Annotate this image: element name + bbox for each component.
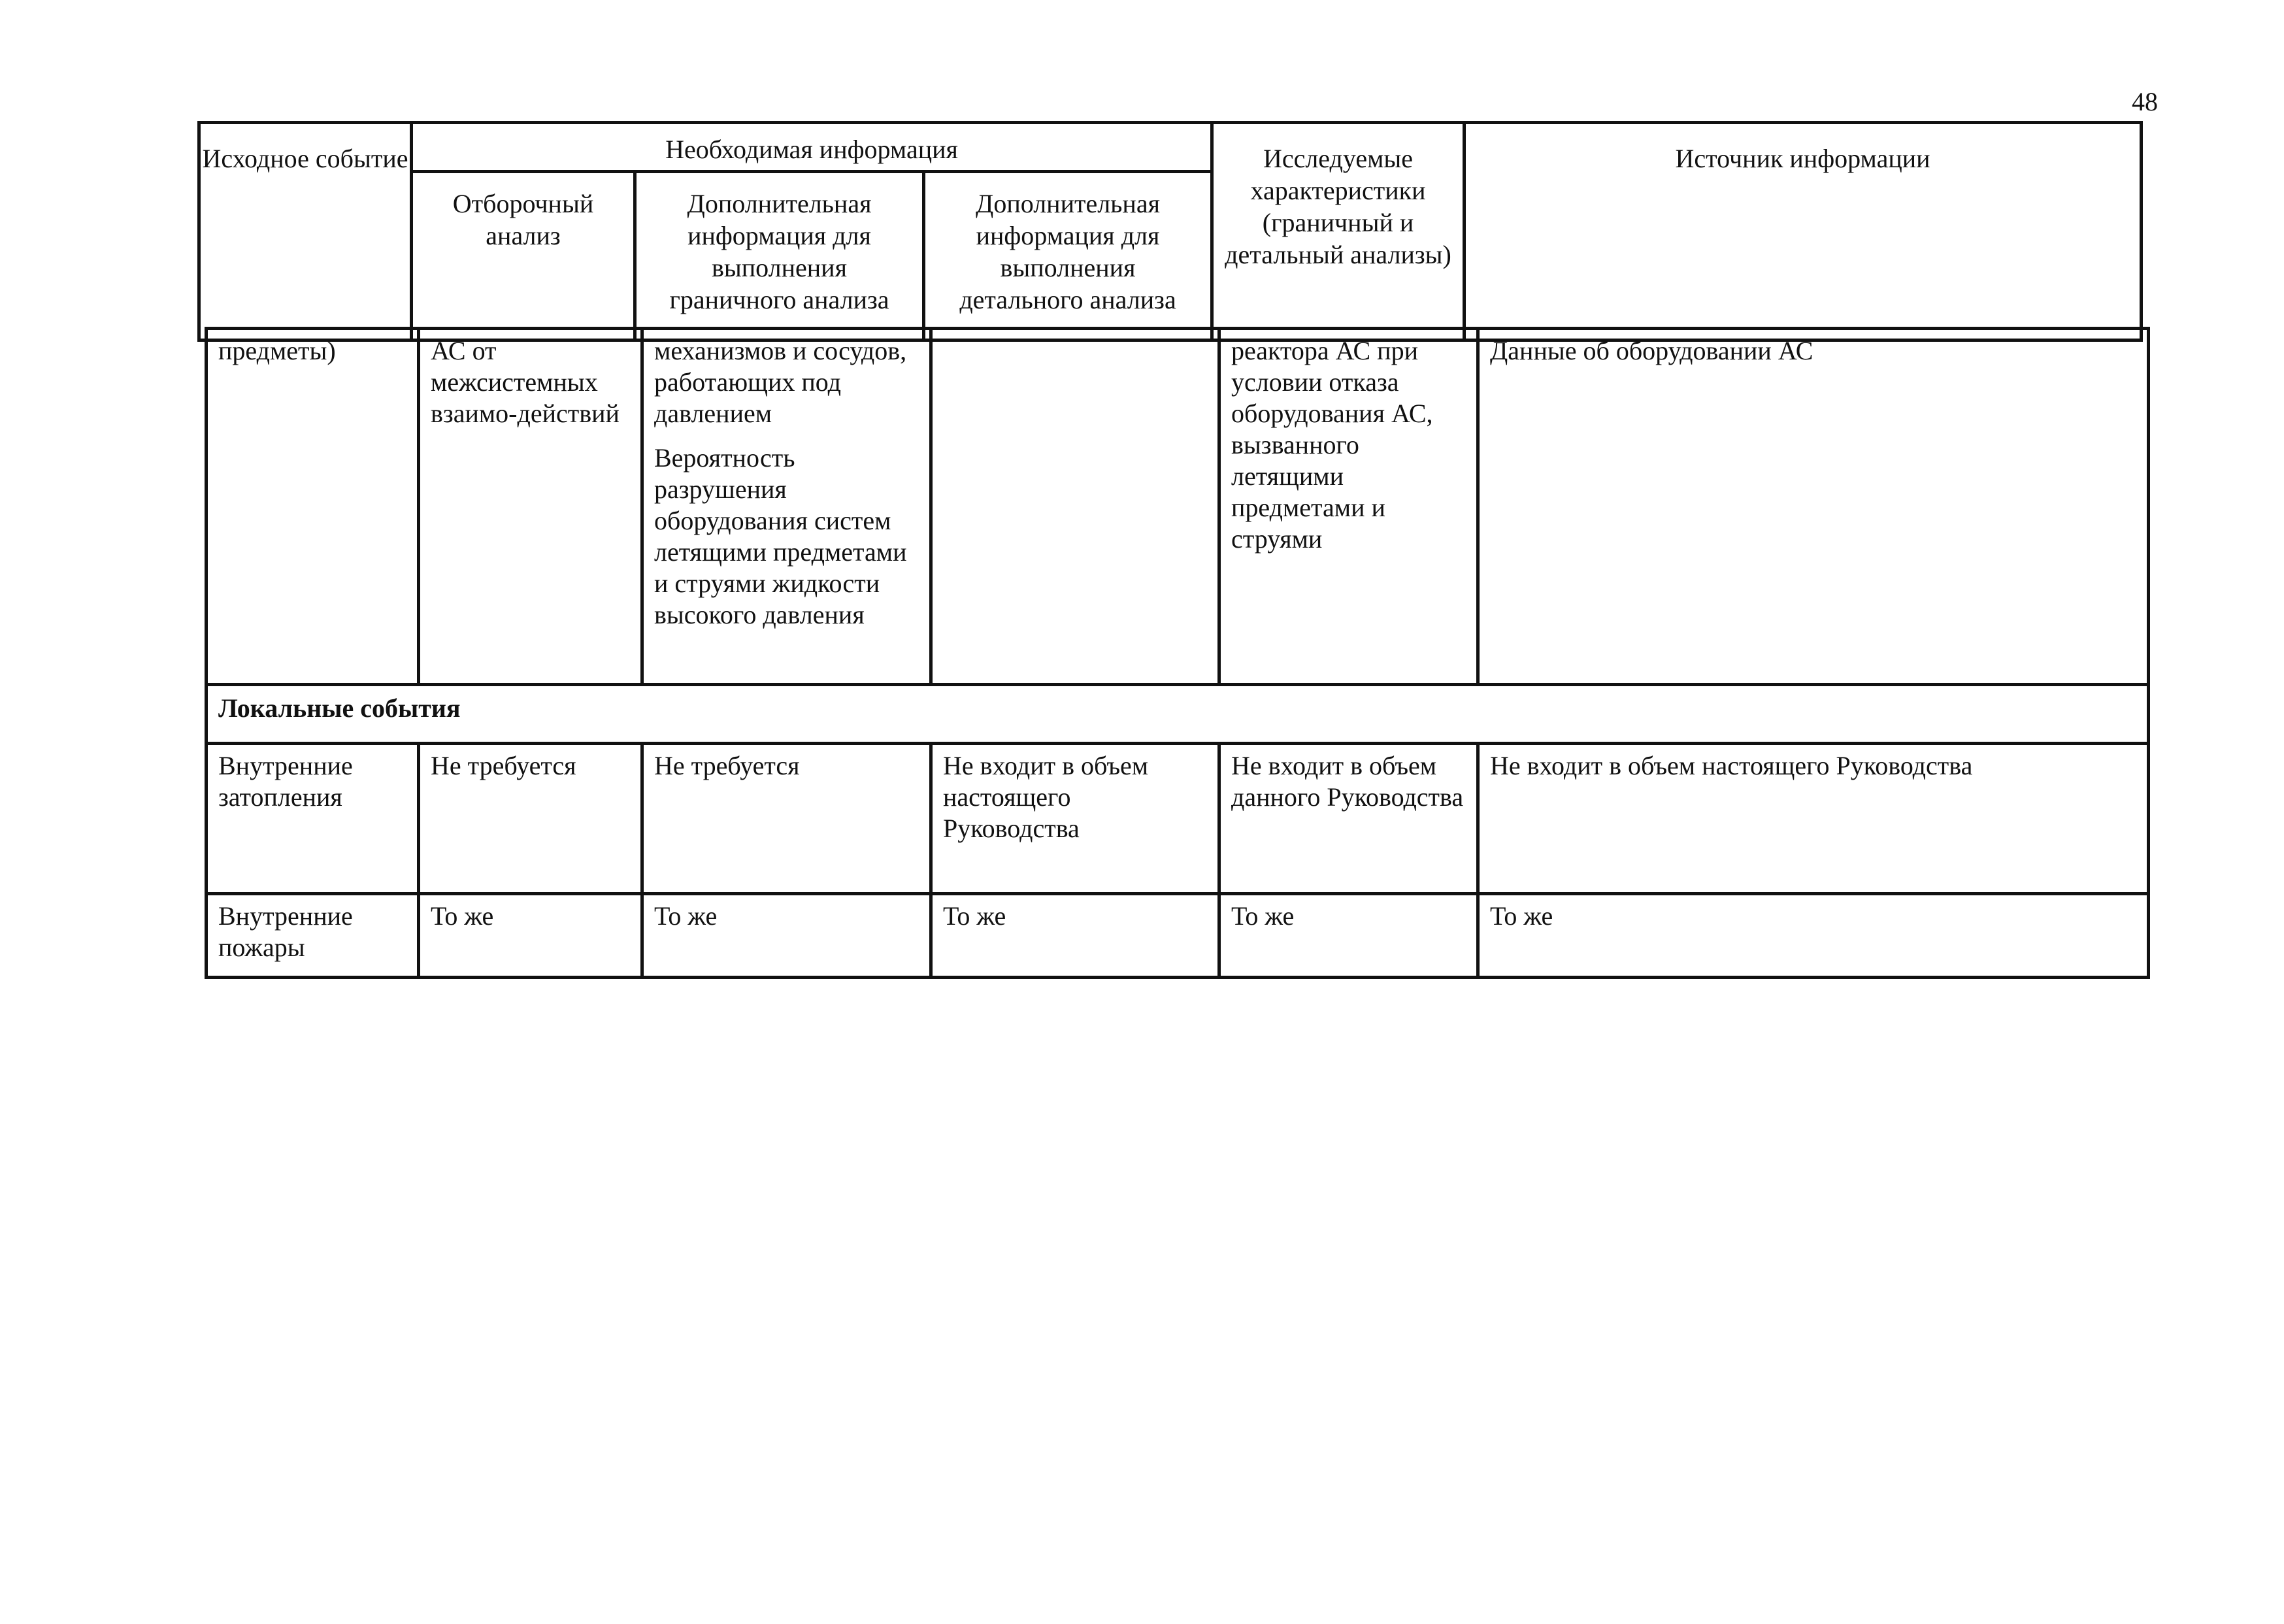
header-initial-event: Исходное событие xyxy=(199,123,412,340)
cell-characteristics: То же xyxy=(1219,894,1478,978)
cell-characteristics: реактора АС при условии отказа оборудования АС, вызванного летящими предметами и струями xyxy=(1219,329,1478,685)
cell-event: Внутренние затопления xyxy=(207,744,419,894)
table-body xyxy=(205,327,2150,979)
cell-event: Внутренние пожары xyxy=(207,894,419,978)
cell-detailed xyxy=(931,329,1219,685)
header-info-source: Источник информации xyxy=(1465,123,2142,340)
cell-bounding-text-1: механизмов и сосудов, работающих под давлением xyxy=(654,336,907,428)
table-header xyxy=(197,121,2143,342)
cell-source: Данные об оборудовании АС xyxy=(1478,329,2149,685)
cell-screening: АС от межсистемных взаимо-действий xyxy=(419,329,642,685)
cell-detailed: Не входит в объем настоящего Руководства xyxy=(931,744,1219,894)
cell-screening: То же xyxy=(419,894,642,978)
cell-characteristics: Не входит в объем данного Руководства xyxy=(1219,744,1478,894)
section-title: Локальные события xyxy=(207,685,2149,744)
header-detailed-analysis: Дополнительная информация для выполнения детального анализа xyxy=(924,172,1212,340)
table-row xyxy=(207,894,2149,978)
header-characteristics: Исследуемые характеристики (граничный и детальный анализы) xyxy=(1212,123,1465,340)
page-number: 48 xyxy=(2132,87,2158,116)
cell-source: То же xyxy=(1478,894,2149,978)
cell-bounding: То же xyxy=(642,894,931,978)
table-row xyxy=(207,744,2149,894)
header-bounding-analysis: Дополнительная информация для выполнения граничного анализа xyxy=(635,172,924,340)
cell-detailed: То же xyxy=(931,894,1219,978)
cell-screening: Не требуется xyxy=(419,744,642,894)
section-row xyxy=(207,685,2149,744)
header-required-info: Необходимая информация xyxy=(412,123,1212,172)
cell-event: предметы) xyxy=(207,329,419,685)
cell-bounding: Не требуется xyxy=(642,744,931,894)
cell-bounding xyxy=(642,329,931,685)
cell-source: Не входит в объем настоящего Руководства xyxy=(1478,744,2149,894)
table-row xyxy=(207,329,2149,685)
header-screening-analysis: Отборочный анализ xyxy=(412,172,635,340)
cell-bounding-text-2: Вероятность разрушения оборудования систем летящими предметами и струями жидкости высокого давления xyxy=(654,443,907,629)
